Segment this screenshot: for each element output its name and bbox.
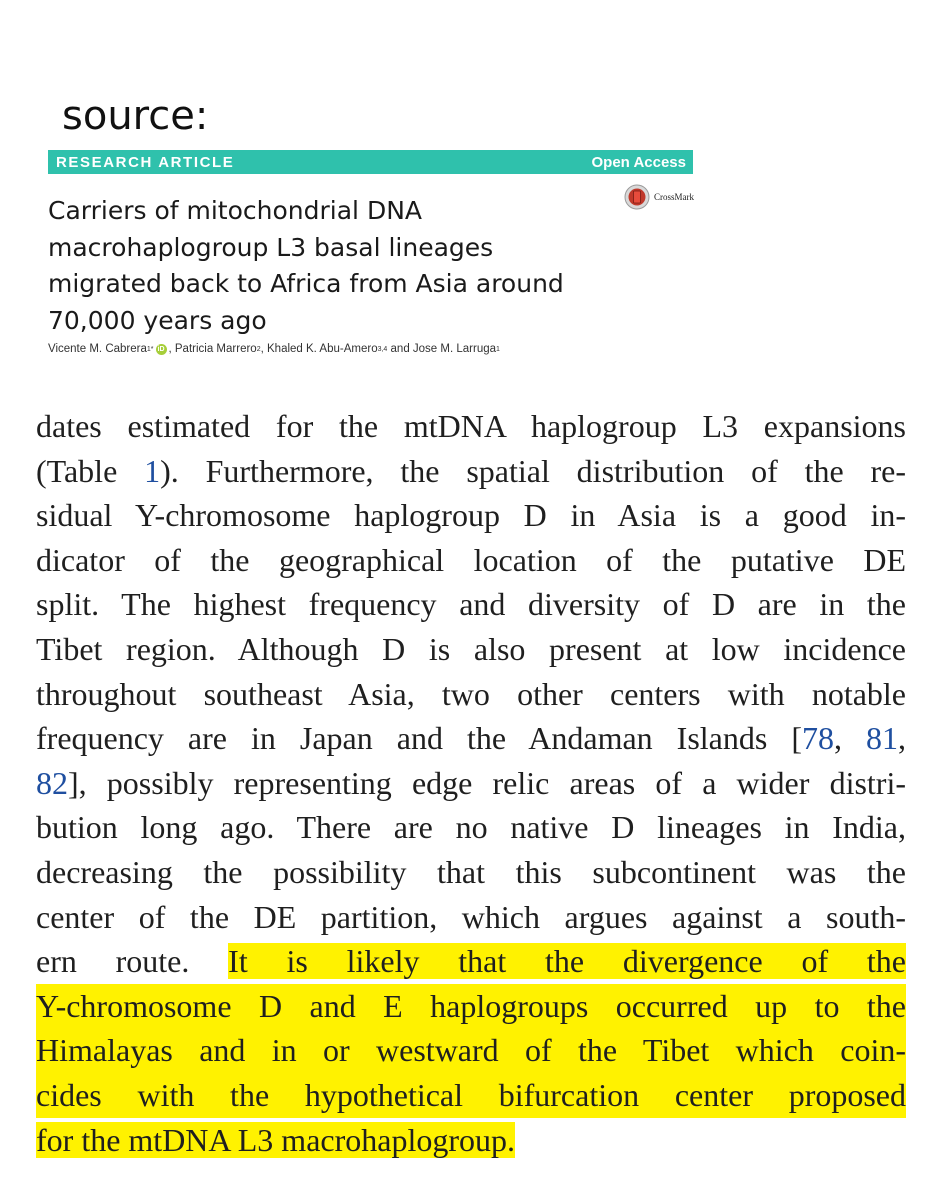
crossmark-badge[interactable] <box>624 184 694 210</box>
title-line: macrohaplogroup L3 basal lineages <box>48 232 494 262</box>
highlighted-text: for the mtDNA L3 macrohaplogroup. <box>36 1121 515 1158</box>
title-line: Carriers of mitochondrial DNA <box>48 196 422 225</box>
author-separator: , <box>260 343 267 355</box>
citation-link[interactable]: 78 <box>802 720 834 757</box>
highlighted-text: It is likely that the divergence of the <box>228 943 907 980</box>
author-list <box>48 343 500 355</box>
author-affiliation: 1 <box>496 345 500 353</box>
text-run: ], possibly representing edge relic areas of a wider distri- <box>68 764 906 801</box>
citation-link[interactable]: 81 <box>866 720 899 757</box>
text-run: (Table <box>36 452 145 489</box>
author-separator: , <box>168 343 175 355</box>
orcid-icon[interactable]: iD <box>157 345 165 353</box>
title-line: migrated back to Africa from Asia around <box>48 269 564 298</box>
author-affiliation: 2 <box>256 345 261 353</box>
text-line: split. The highest frequency and diversity of D are in the <box>36 586 906 623</box>
text-line: bution long ago. There are no native D lineages in India, <box>36 809 906 846</box>
text-run: ). Furthermore, the spatial distribution of the re- <box>160 452 907 489</box>
highlighted-text: Y-chromosome D and E haplogroups occurred up to the <box>36 984 906 1029</box>
text-run: ern route. <box>36 943 229 980</box>
text-line <box>36 1118 906 1163</box>
author-affiliation: 3,4 <box>377 345 388 353</box>
text-line <box>36 984 906 1029</box>
article-type-label: RESEARCH ARTICLE <box>56 153 235 171</box>
body-paragraph <box>36 404 906 1162</box>
text-line <box>36 716 906 761</box>
text-line: Tibet region. Although D is also present at low incidence <box>36 630 906 667</box>
highlighted-text: cides with the hypothetical bifurcation center proposed <box>36 1073 906 1118</box>
article-header-bar <box>48 150 693 174</box>
table-reference-link[interactable]: 1 <box>144 452 161 489</box>
title-line: 70,000 years ago <box>48 305 267 335</box>
text-line: sidual Y-chromosome haplogroup D in Asia is a good in- <box>36 497 906 534</box>
text-line <box>36 449 906 494</box>
source-label: source: <box>62 93 209 139</box>
author-name[interactable]: Khaled K. Abu-Amero <box>267 343 378 355</box>
highlighted-text: Himalayas and in or westward of the Tibet which coin- <box>36 1028 906 1073</box>
author-affiliation: 1* <box>146 345 154 353</box>
text-line: center of the DE partition, which argues against a south- <box>36 898 906 935</box>
text-line <box>36 1028 906 1073</box>
text-line <box>36 761 906 806</box>
crossmark-icon <box>624 184 650 210</box>
text-run: frequency are in Japan and the Andaman Islands [ <box>36 720 802 757</box>
crossmark-label: CrossMark <box>654 192 694 202</box>
text-line: dates estimated for the mtDNA haplogroup L3 expansions <box>36 408 906 444</box>
author-name[interactable]: Patricia Marrero <box>174 343 257 355</box>
author-separator: and <box>387 343 413 355</box>
author-name[interactable]: Jose M. Larruga <box>412 343 497 355</box>
text-line: throughout southeast Asia, two other centers with notable <box>36 675 906 712</box>
paper-title <box>48 193 608 339</box>
text-line <box>36 939 906 984</box>
text-run: , <box>898 720 907 757</box>
text-run: , <box>834 720 867 757</box>
text-line: decreasing the possibility that this subcontinent was the <box>36 853 906 890</box>
open-access-label: Open Access <box>591 153 686 171</box>
text-line: dicator of the geographical location of the putative DE <box>36 541 906 578</box>
author-name[interactable]: Vicente M. Cabrera <box>48 343 147 355</box>
citation-link[interactable]: 82 <box>36 764 68 801</box>
text-line <box>36 1073 906 1118</box>
